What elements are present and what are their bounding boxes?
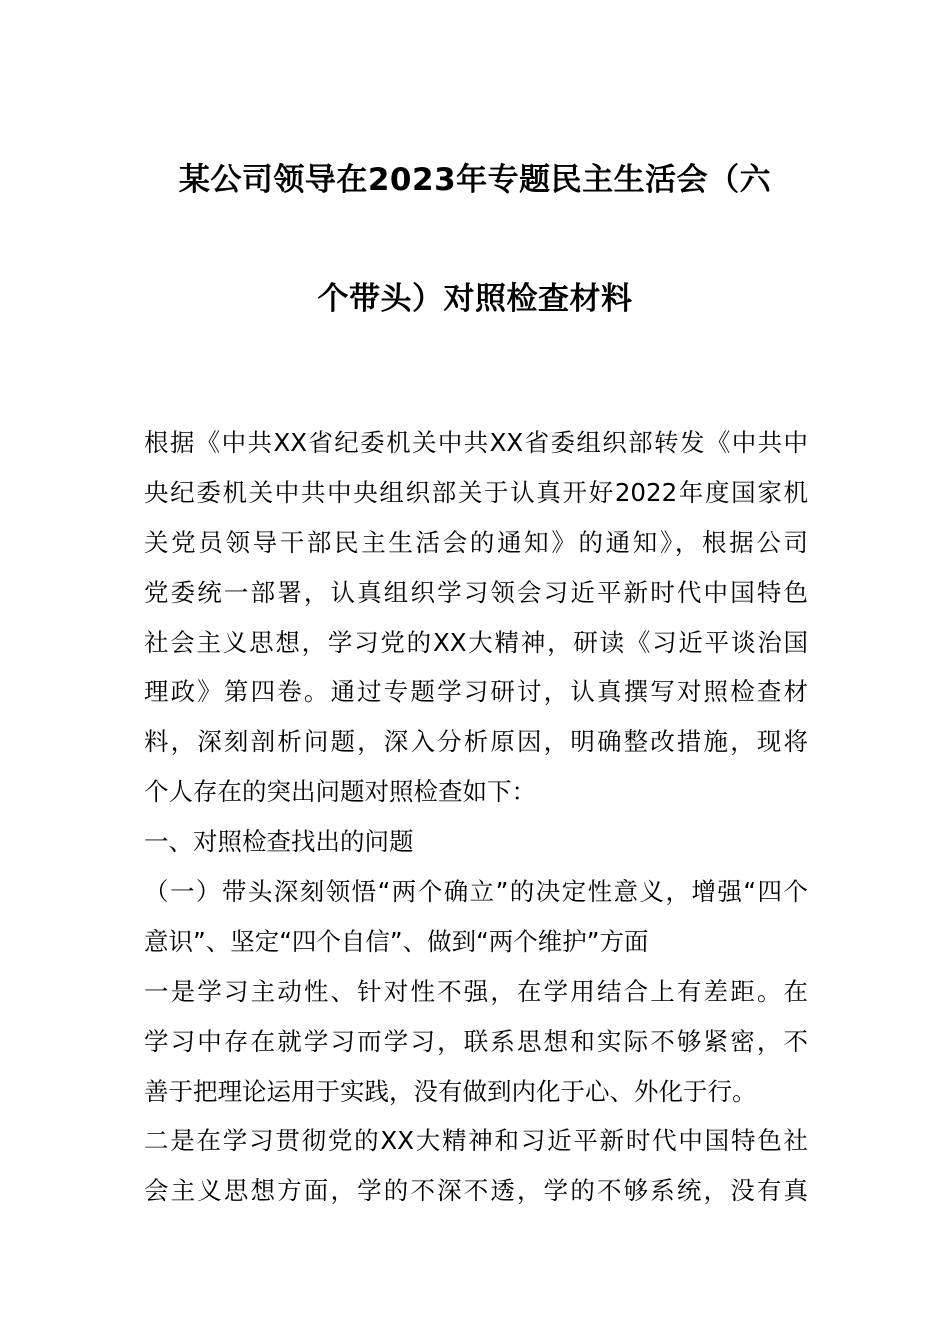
body-line: 社会主义思想，学习党的XX大精神，研读《习近平谈治国 [144,627,808,657]
body-line: 会主义思想方面，学的不深不透，学的不够系统，没有真 [144,1176,808,1206]
body-line: 党委统一部署，认真组织学习领会习近平新时代中国特色 [144,577,808,607]
subsection-heading-line: （一）带头深刻领悟“两个确立”的决定性意义，增强“四个 [144,877,808,907]
document-title-line-2: 个带头）对照检查材料 [317,281,633,317]
document-body [144,418,808,1216]
document-title-line-1: 某公司领导在2023年专题民主生活会（六 [178,162,772,198]
body-line: 根据《中共XX省纪委机关中共XX省委组织部转发《中共中 [144,428,808,457]
subsection-heading-line: 意识”、坚定“四个自信”、做到“两个维护”方面 [144,926,649,956]
body-line: 个人存在的突出问题对照检查如下： [144,777,536,807]
body-line: 料，深刻剖析问题，深入分析原因，明确整改措施，现将 [144,727,808,757]
body-line: 央纪委机关中共中央组织部关于认真开好2022年度国家机 [144,477,808,507]
body-line: 善于把理论运用于实践，没有做到内化于心、外化于行。 [144,1076,757,1106]
body-line: 关党员领导干部民主生活会的通知》的通知》，根据公司 [144,527,808,557]
body-line: 理政》第四卷。通过专题学习研讨，认真撰写对照检查材 [144,677,808,707]
body-line: 一是学习主动性、针对性不强，在学用结合上有差距。在 [144,976,808,1006]
section-heading: 一、对照检查找出的问题 [144,827,414,857]
body-line: 学习中存在就学习而学习，联系思想和实际不够紧密，不 [144,1026,808,1056]
body-line: 二是在学习贯彻党的XX大精神和习近平新时代中国特色社 [144,1126,808,1156]
